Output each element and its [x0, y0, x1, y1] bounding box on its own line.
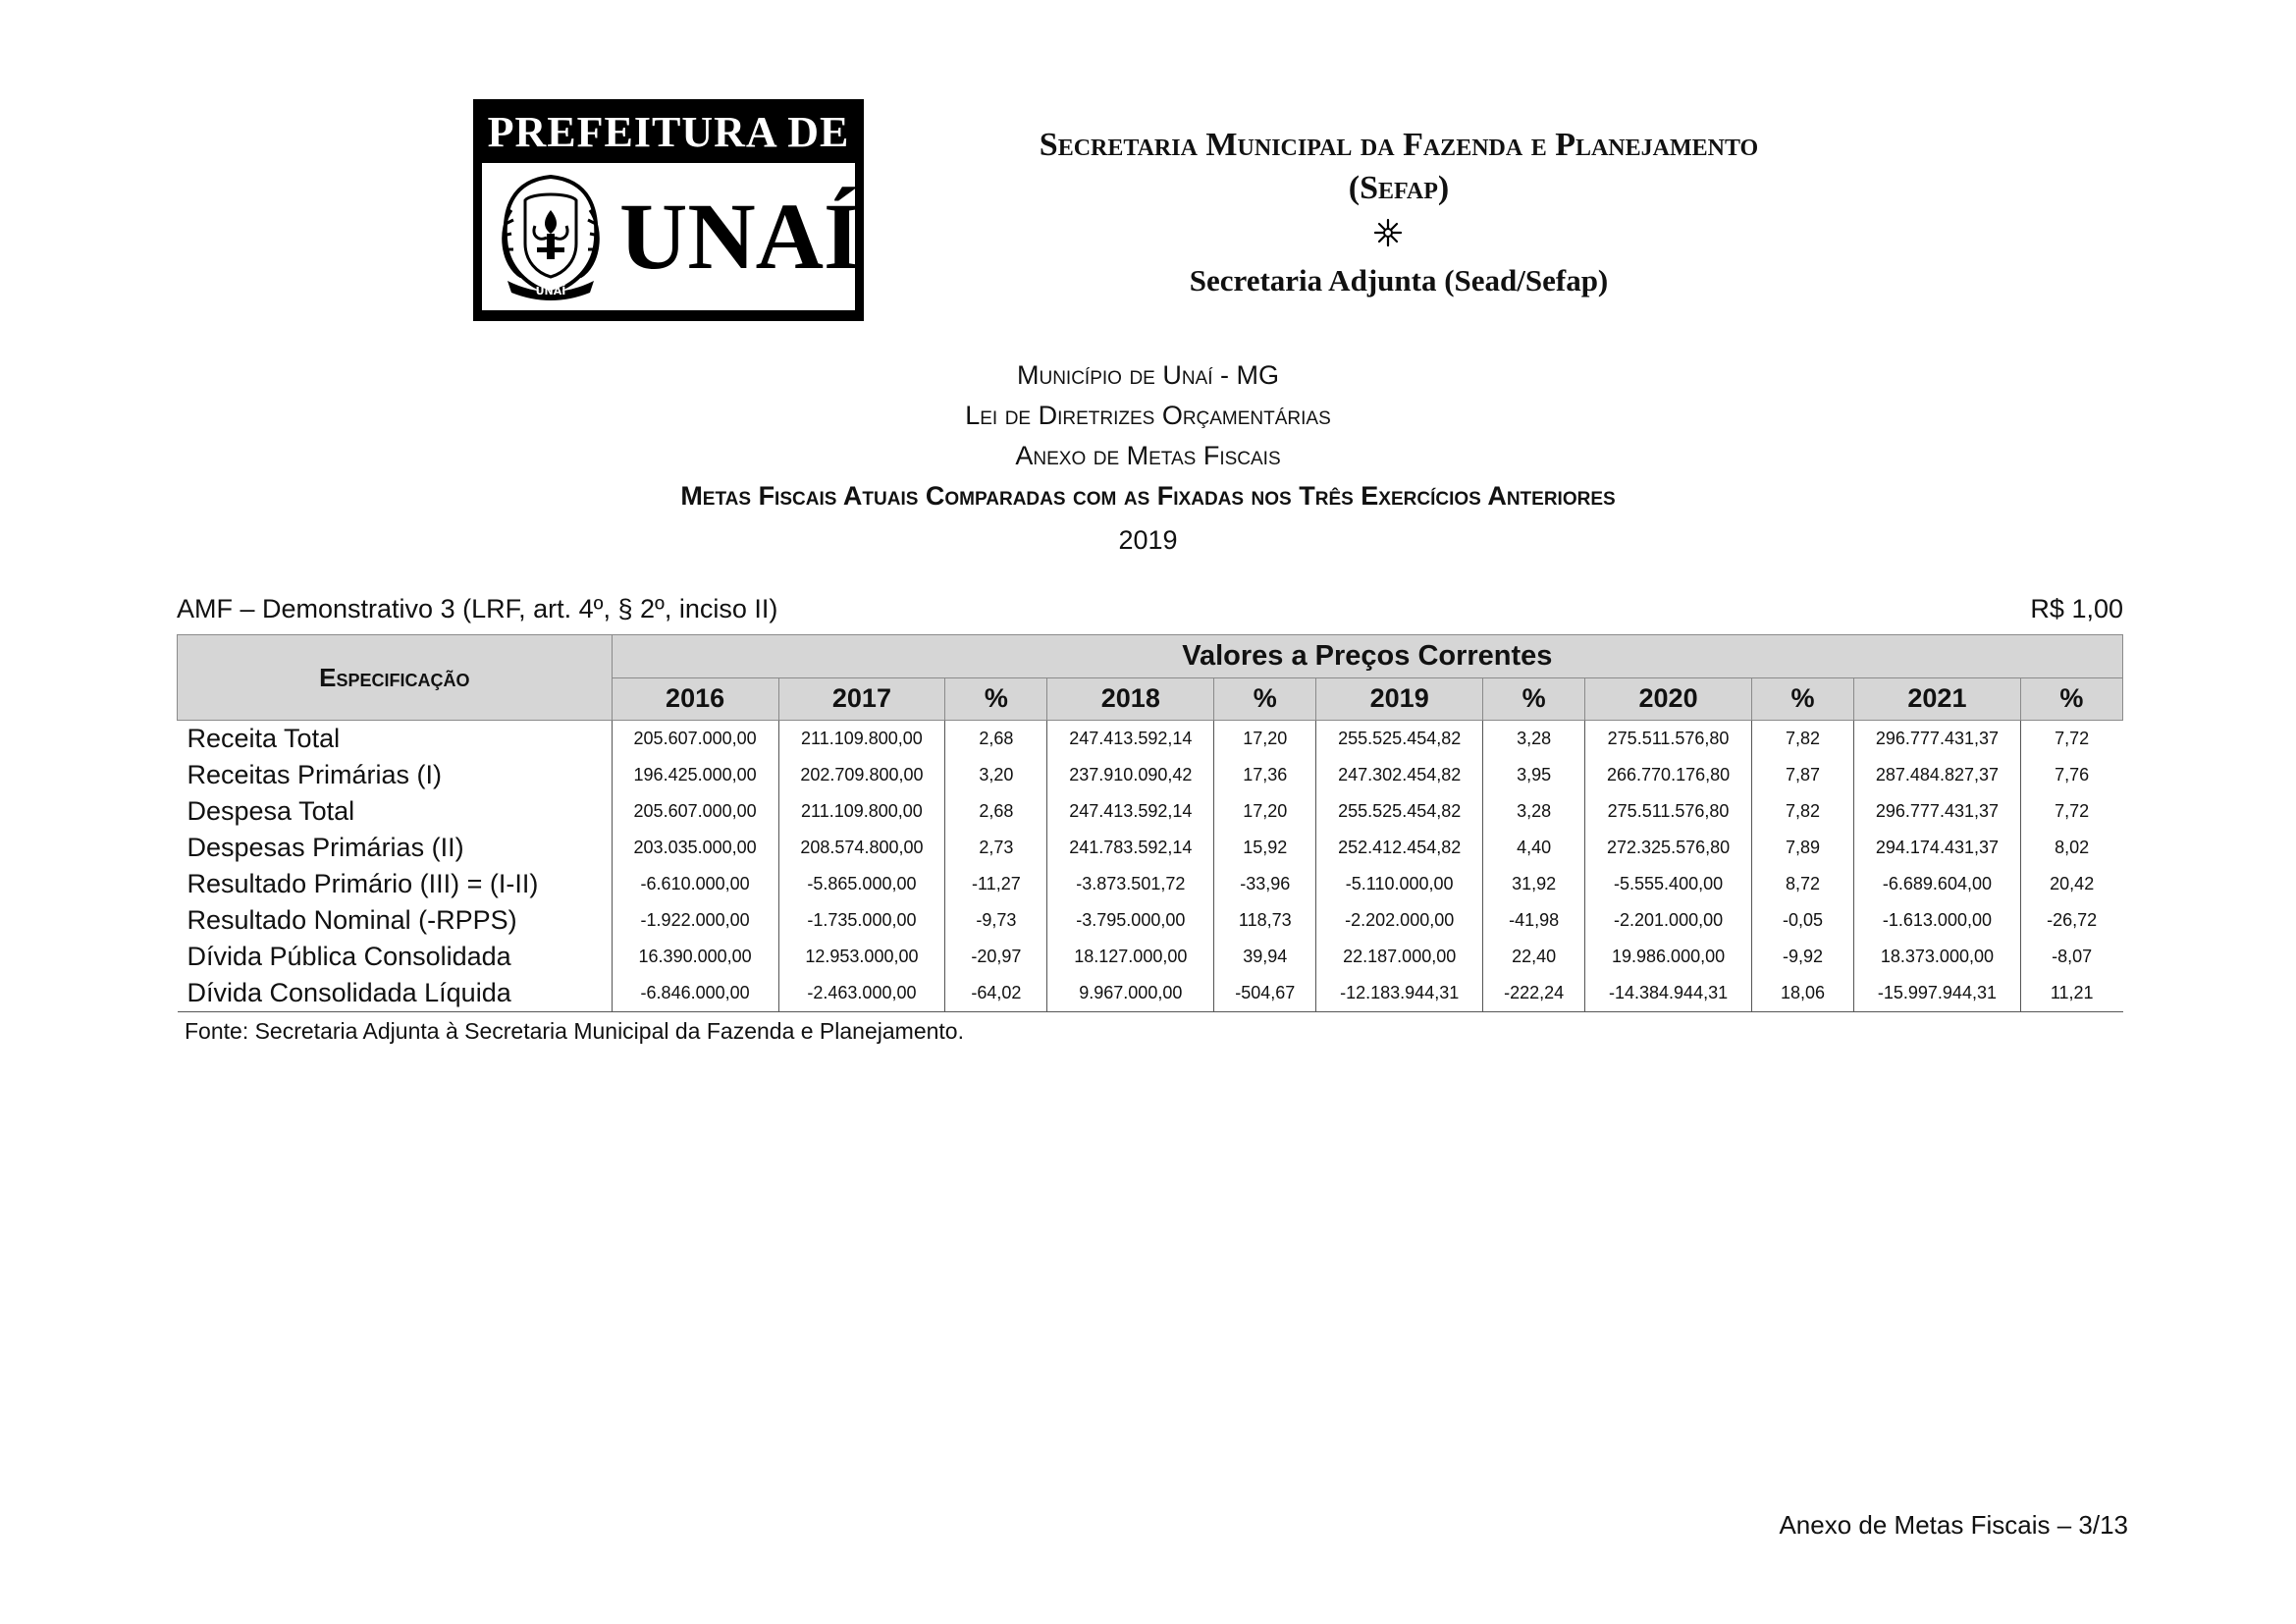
percent-cell: -11,27	[945, 866, 1047, 902]
value-cell: -5.865.000,00	[778, 866, 945, 902]
value-cell: -6.689.604,00	[1854, 866, 2021, 902]
crest-icon	[492, 171, 610, 304]
value-cell: -2.201.000,00	[1585, 902, 1752, 939]
asterisk-star-icon	[1373, 218, 1403, 247]
percent-cell: 17,20	[1214, 721, 1316, 758]
percent-cell: 8,72	[1751, 866, 1853, 902]
demonstrativo-label: AMF – Demonstrativo 3 (LRF, art. 4º, § 2º, inciso II)	[177, 594, 778, 623]
row-label: Dívida Pública Consolidada	[178, 939, 613, 975]
value-cell: 255.525.454,82	[1316, 721, 1483, 758]
percent-cell: 7,89	[1751, 830, 1853, 866]
value-cell: 12.953.000,00	[778, 939, 945, 975]
value-cell: -5.110.000,00	[1316, 866, 1483, 902]
percent-cell: 31,92	[1483, 866, 1585, 902]
value-cell: 208.574.800,00	[778, 830, 945, 866]
value-cell: 241.783.592,14	[1047, 830, 1214, 866]
value-cell: 296.777.431,37	[1854, 721, 2021, 758]
value-cell: 18.373.000,00	[1854, 939, 2021, 975]
value-cell: -2.202.000,00	[1316, 902, 1483, 939]
page-footer: Anexo de Metas Fiscais – 3/13	[1779, 1510, 2128, 1540]
table-row	[178, 830, 2123, 866]
table-row	[178, 757, 2123, 793]
row-label: Despesa Total	[178, 793, 613, 830]
value-cell: 252.412.454,82	[1316, 830, 1483, 866]
value-cell: 266.770.176,80	[1585, 757, 1752, 793]
row-label: Dívida Consolidada Líquida	[178, 975, 613, 1012]
percent-cell: 2,73	[945, 830, 1047, 866]
prefeitura-logo	[473, 99, 864, 321]
percent-cell: 22,40	[1483, 939, 1585, 975]
secretaria-name: Secretaria Municipal da Fazenda e Planejamento	[1039, 127, 1759, 163]
value-cell: -1.735.000,00	[778, 902, 945, 939]
percent-cell: 15,92	[1214, 830, 1316, 866]
percent-cell: -9,73	[945, 902, 1047, 939]
value-cell: 19.986.000,00	[1585, 939, 1752, 975]
percent-cell: -26,72	[2020, 902, 2122, 939]
value-cell: -2.463.000,00	[778, 975, 945, 1012]
value-cell: -3.795.000,00	[1047, 902, 1214, 939]
value-cell: 237.910.090,42	[1047, 757, 1214, 793]
percent-cell: 118,73	[1214, 902, 1316, 939]
table-row	[178, 902, 2123, 939]
value-cell: -12.183.944,31	[1316, 975, 1483, 1012]
row-label: Receita Total	[178, 721, 613, 758]
percent-cell: 4,40	[1483, 830, 1585, 866]
column-header-percent: %	[945, 677, 1047, 721]
value-cell: 247.302.454,82	[1316, 757, 1483, 793]
percent-cell: 7,72	[2020, 721, 2122, 758]
value-cell: 211.109.800,00	[778, 721, 945, 758]
value-cell: 9.967.000,00	[1047, 975, 1214, 1012]
table-row	[178, 793, 2123, 830]
logo-body	[482, 163, 861, 310]
table-row	[178, 975, 2123, 1012]
percent-cell: 17,36	[1214, 757, 1316, 793]
percent-cell: -222,24	[1483, 975, 1585, 1012]
value-cell: 211.109.800,00	[778, 793, 945, 830]
row-label: Despesas Primárias (II)	[178, 830, 613, 866]
percent-cell: -8,07	[2020, 939, 2122, 975]
percent-cell: 3,28	[1483, 793, 1585, 830]
percent-cell: 11,21	[2020, 975, 2122, 1012]
value-cell: 272.325.576,80	[1585, 830, 1752, 866]
document-titles	[0, 355, 2296, 561]
column-header-percent: %	[1214, 677, 1316, 721]
logo-city-name: UNAÍ	[619, 184, 861, 289]
spec-header: Especificação	[178, 635, 613, 721]
percent-cell: 8,02	[2020, 830, 2122, 866]
value-cell: -1.922.000,00	[612, 902, 778, 939]
percent-cell: 7,72	[2020, 793, 2122, 830]
column-header-percent: %	[2020, 677, 2122, 721]
value-cell: 205.607.000,00	[612, 721, 778, 758]
column-header-percent: %	[1751, 677, 1853, 721]
lei-title: Lei de Diretrizes Orçamentárias	[965, 401, 1331, 430]
value-cell: 247.413.592,14	[1047, 721, 1214, 758]
percent-cell: -64,02	[945, 975, 1047, 1012]
percent-cell: 7,76	[2020, 757, 2122, 793]
value-cell: -15.997.944,31	[1854, 975, 2021, 1012]
value-cell: 287.484.827,37	[1854, 757, 2021, 793]
percent-cell: 2,68	[945, 793, 1047, 830]
percent-cell: 3,20	[945, 757, 1047, 793]
percent-cell: 3,28	[1483, 721, 1585, 758]
group-header: Valores a Preços Correntes	[612, 635, 2122, 678]
percent-cell: -0,05	[1751, 902, 1853, 939]
logo-top-text: PREFEITURA DE	[487, 108, 850, 156]
table-row	[178, 721, 2123, 758]
crest-banner-text: UNAÍ	[535, 285, 566, 298]
row-label: Resultado Primário (III) = (I-II)	[178, 866, 613, 902]
column-header-percent: %	[1483, 677, 1585, 721]
percent-cell: 7,87	[1751, 757, 1853, 793]
value-cell: -3.873.501,72	[1047, 866, 1214, 902]
column-header-year: 2018	[1047, 677, 1214, 721]
table-row	[178, 939, 2123, 975]
value-cell: 203.035.000,00	[612, 830, 778, 866]
secretaria-sigla: (Sefap)	[1348, 170, 1450, 206]
value-cell: -6.846.000,00	[612, 975, 778, 1012]
metas-title: Metas Fiscais Atuais Comparadas com as Fixadas nos Três Exercícios Anteriores	[680, 481, 1616, 511]
percent-cell: 20,42	[2020, 866, 2122, 902]
percent-cell: 7,82	[1751, 793, 1853, 830]
municipio-title: Município de Unaí - MG	[1017, 360, 1279, 390]
value-cell: 275.511.576,80	[1585, 793, 1752, 830]
value-cell: -14.384.944,31	[1585, 975, 1752, 1012]
value-cell: 196.425.000,00	[612, 757, 778, 793]
percent-cell: -41,98	[1483, 902, 1585, 939]
metas-fiscais-table	[177, 634, 2123, 1012]
column-header-year: 2016	[612, 677, 778, 721]
percent-cell: -20,97	[945, 939, 1047, 975]
percent-cell: -33,96	[1214, 866, 1316, 902]
value-cell: 255.525.454,82	[1316, 793, 1483, 830]
value-cell: 202.709.800,00	[778, 757, 945, 793]
percent-cell: -9,92	[1751, 939, 1853, 975]
currency-label: R$ 1,00	[2030, 594, 2123, 623]
percent-cell: -504,67	[1214, 975, 1316, 1012]
percent-cell: 3,95	[1483, 757, 1585, 793]
percent-cell: 2,68	[945, 721, 1047, 758]
column-header-year: 2020	[1585, 677, 1752, 721]
value-cell: 294.174.431,37	[1854, 830, 2021, 866]
row-label: Resultado Nominal (-RPPS)	[178, 902, 613, 939]
value-cell: 247.413.592,14	[1047, 793, 1214, 830]
value-cell: -6.610.000,00	[612, 866, 778, 902]
secretaria-adjunta: Secretaria Adjunta (Sead/Sefap)	[1189, 263, 1609, 298]
value-cell: 18.127.000,00	[1047, 939, 1214, 975]
value-cell: 22.187.000,00	[1316, 939, 1483, 975]
table-body	[178, 721, 2123, 1012]
value-cell: -1.613.000,00	[1854, 902, 2021, 939]
column-header-year: 2017	[778, 677, 945, 721]
row-label: Receitas Primárias (I)	[178, 757, 613, 793]
value-cell: 205.607.000,00	[612, 793, 778, 830]
value-cell: 16.390.000,00	[612, 939, 778, 975]
percent-cell: 18,06	[1751, 975, 1853, 1012]
anexo-title: Anexo de Metas Fiscais	[1015, 441, 1281, 470]
value-cell: -5.555.400,00	[1585, 866, 1752, 902]
year-title: 2019	[1118, 525, 1178, 555]
column-header-year: 2021	[1854, 677, 2021, 721]
percent-cell: 7,82	[1751, 721, 1853, 758]
value-cell: 296.777.431,37	[1854, 793, 2021, 830]
column-header-year: 2019	[1316, 677, 1483, 721]
percent-cell: 39,94	[1214, 939, 1316, 975]
secretaria-title	[883, 124, 1914, 210]
value-cell: 275.511.576,80	[1585, 721, 1752, 758]
table-row	[178, 866, 2123, 902]
source-note: Fonte: Secretaria Adjunta à Secretaria Municipal da Fazenda e Planejamento.	[185, 1018, 964, 1044]
percent-cell: 17,20	[1214, 793, 1316, 830]
